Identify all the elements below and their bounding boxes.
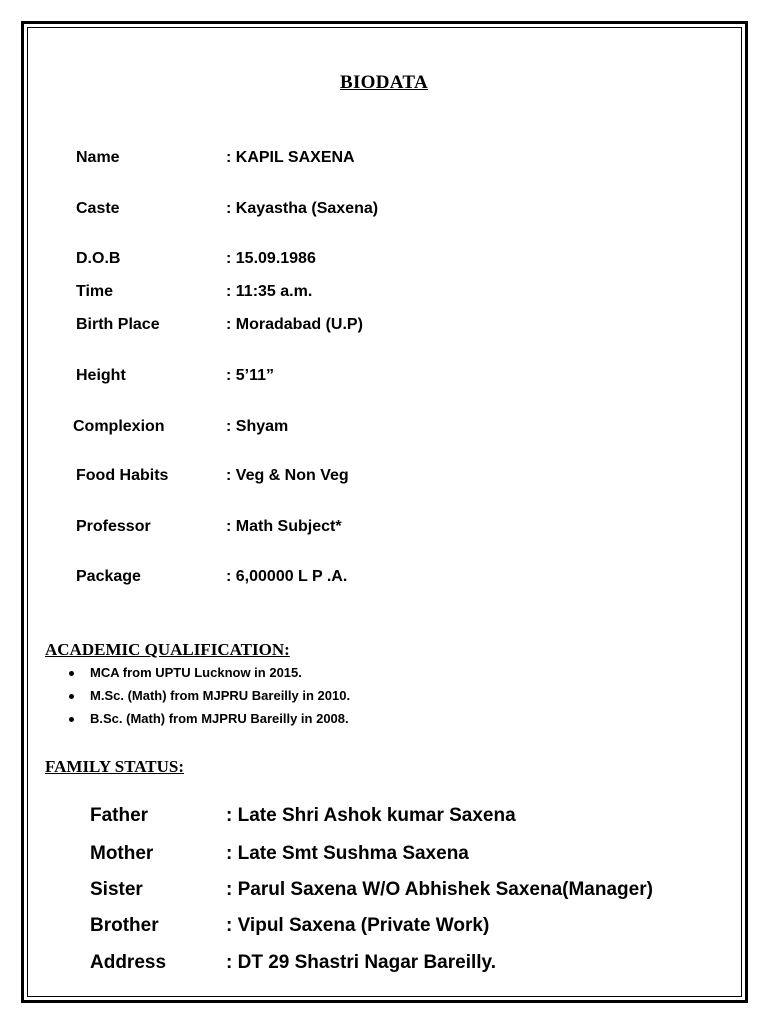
family-label: Mother xyxy=(90,843,154,864)
list-item-text: M.Sc. (Math) from MJPRU Bareilly in 2010. xyxy=(90,688,351,703)
academic-heading: ACADEMIC QUALIFICATION: xyxy=(45,640,290,659)
detail-label: Complexion xyxy=(73,418,165,435)
detail-label: Birth Place xyxy=(76,316,160,333)
bullet-icon xyxy=(69,717,74,722)
family-label: Brother xyxy=(90,915,159,936)
list-item-text: MCA from UPTU Lucknow in 2015. xyxy=(90,665,302,680)
family-label: Address xyxy=(90,952,167,973)
detail-label: Package xyxy=(76,568,141,585)
detail-value: : Kayastha (Saxena) xyxy=(226,200,379,217)
detail-value: : Shyam xyxy=(226,418,289,435)
detail-label: Caste xyxy=(76,200,120,217)
family-value: : Late Smt Sushma Saxena xyxy=(226,843,469,864)
detail-value: : 5’11” xyxy=(226,367,275,384)
detail-label: Name xyxy=(76,149,120,166)
list-item-text: B.Sc. (Math) from MJPRU Bareilly in 2008. xyxy=(90,711,349,726)
family-value: : Vipul Saxena (Private Work) xyxy=(226,915,490,936)
bullet-icon xyxy=(69,671,74,676)
family-value: : Parul Saxena W/O Abhishek Saxena(Manager) xyxy=(226,879,653,900)
detail-label: Time xyxy=(76,283,114,300)
detail-value: : Moradabad (U.P) xyxy=(226,316,363,333)
detail-value: : Math Subject* xyxy=(226,518,342,535)
family-value: : DT 29 Shastri Nagar Bareilly. xyxy=(226,952,496,973)
document-title: BIODATA xyxy=(340,72,428,93)
bullet-icon xyxy=(69,694,74,699)
detail-value: : KAPIL SAXENA xyxy=(226,149,355,166)
family-label: Sister xyxy=(90,879,143,900)
detail-label: Height xyxy=(76,367,126,384)
detail-value: : 11:35 a.m. xyxy=(226,283,313,300)
family-heading: FAMILY STATUS: xyxy=(45,757,185,776)
family-value: : Late Shri Ashok kumar Saxena xyxy=(226,805,516,826)
detail-value: : Veg & Non Veg xyxy=(226,467,349,484)
detail-label: Food Habits xyxy=(76,467,169,484)
detail-value: : 15.09.1986 xyxy=(226,250,316,267)
detail-value: : 6,00000 L P .A. xyxy=(226,568,348,585)
detail-label: Professor xyxy=(76,518,151,535)
family-label: Father xyxy=(90,805,149,826)
detail-label: D.O.B xyxy=(76,250,121,267)
